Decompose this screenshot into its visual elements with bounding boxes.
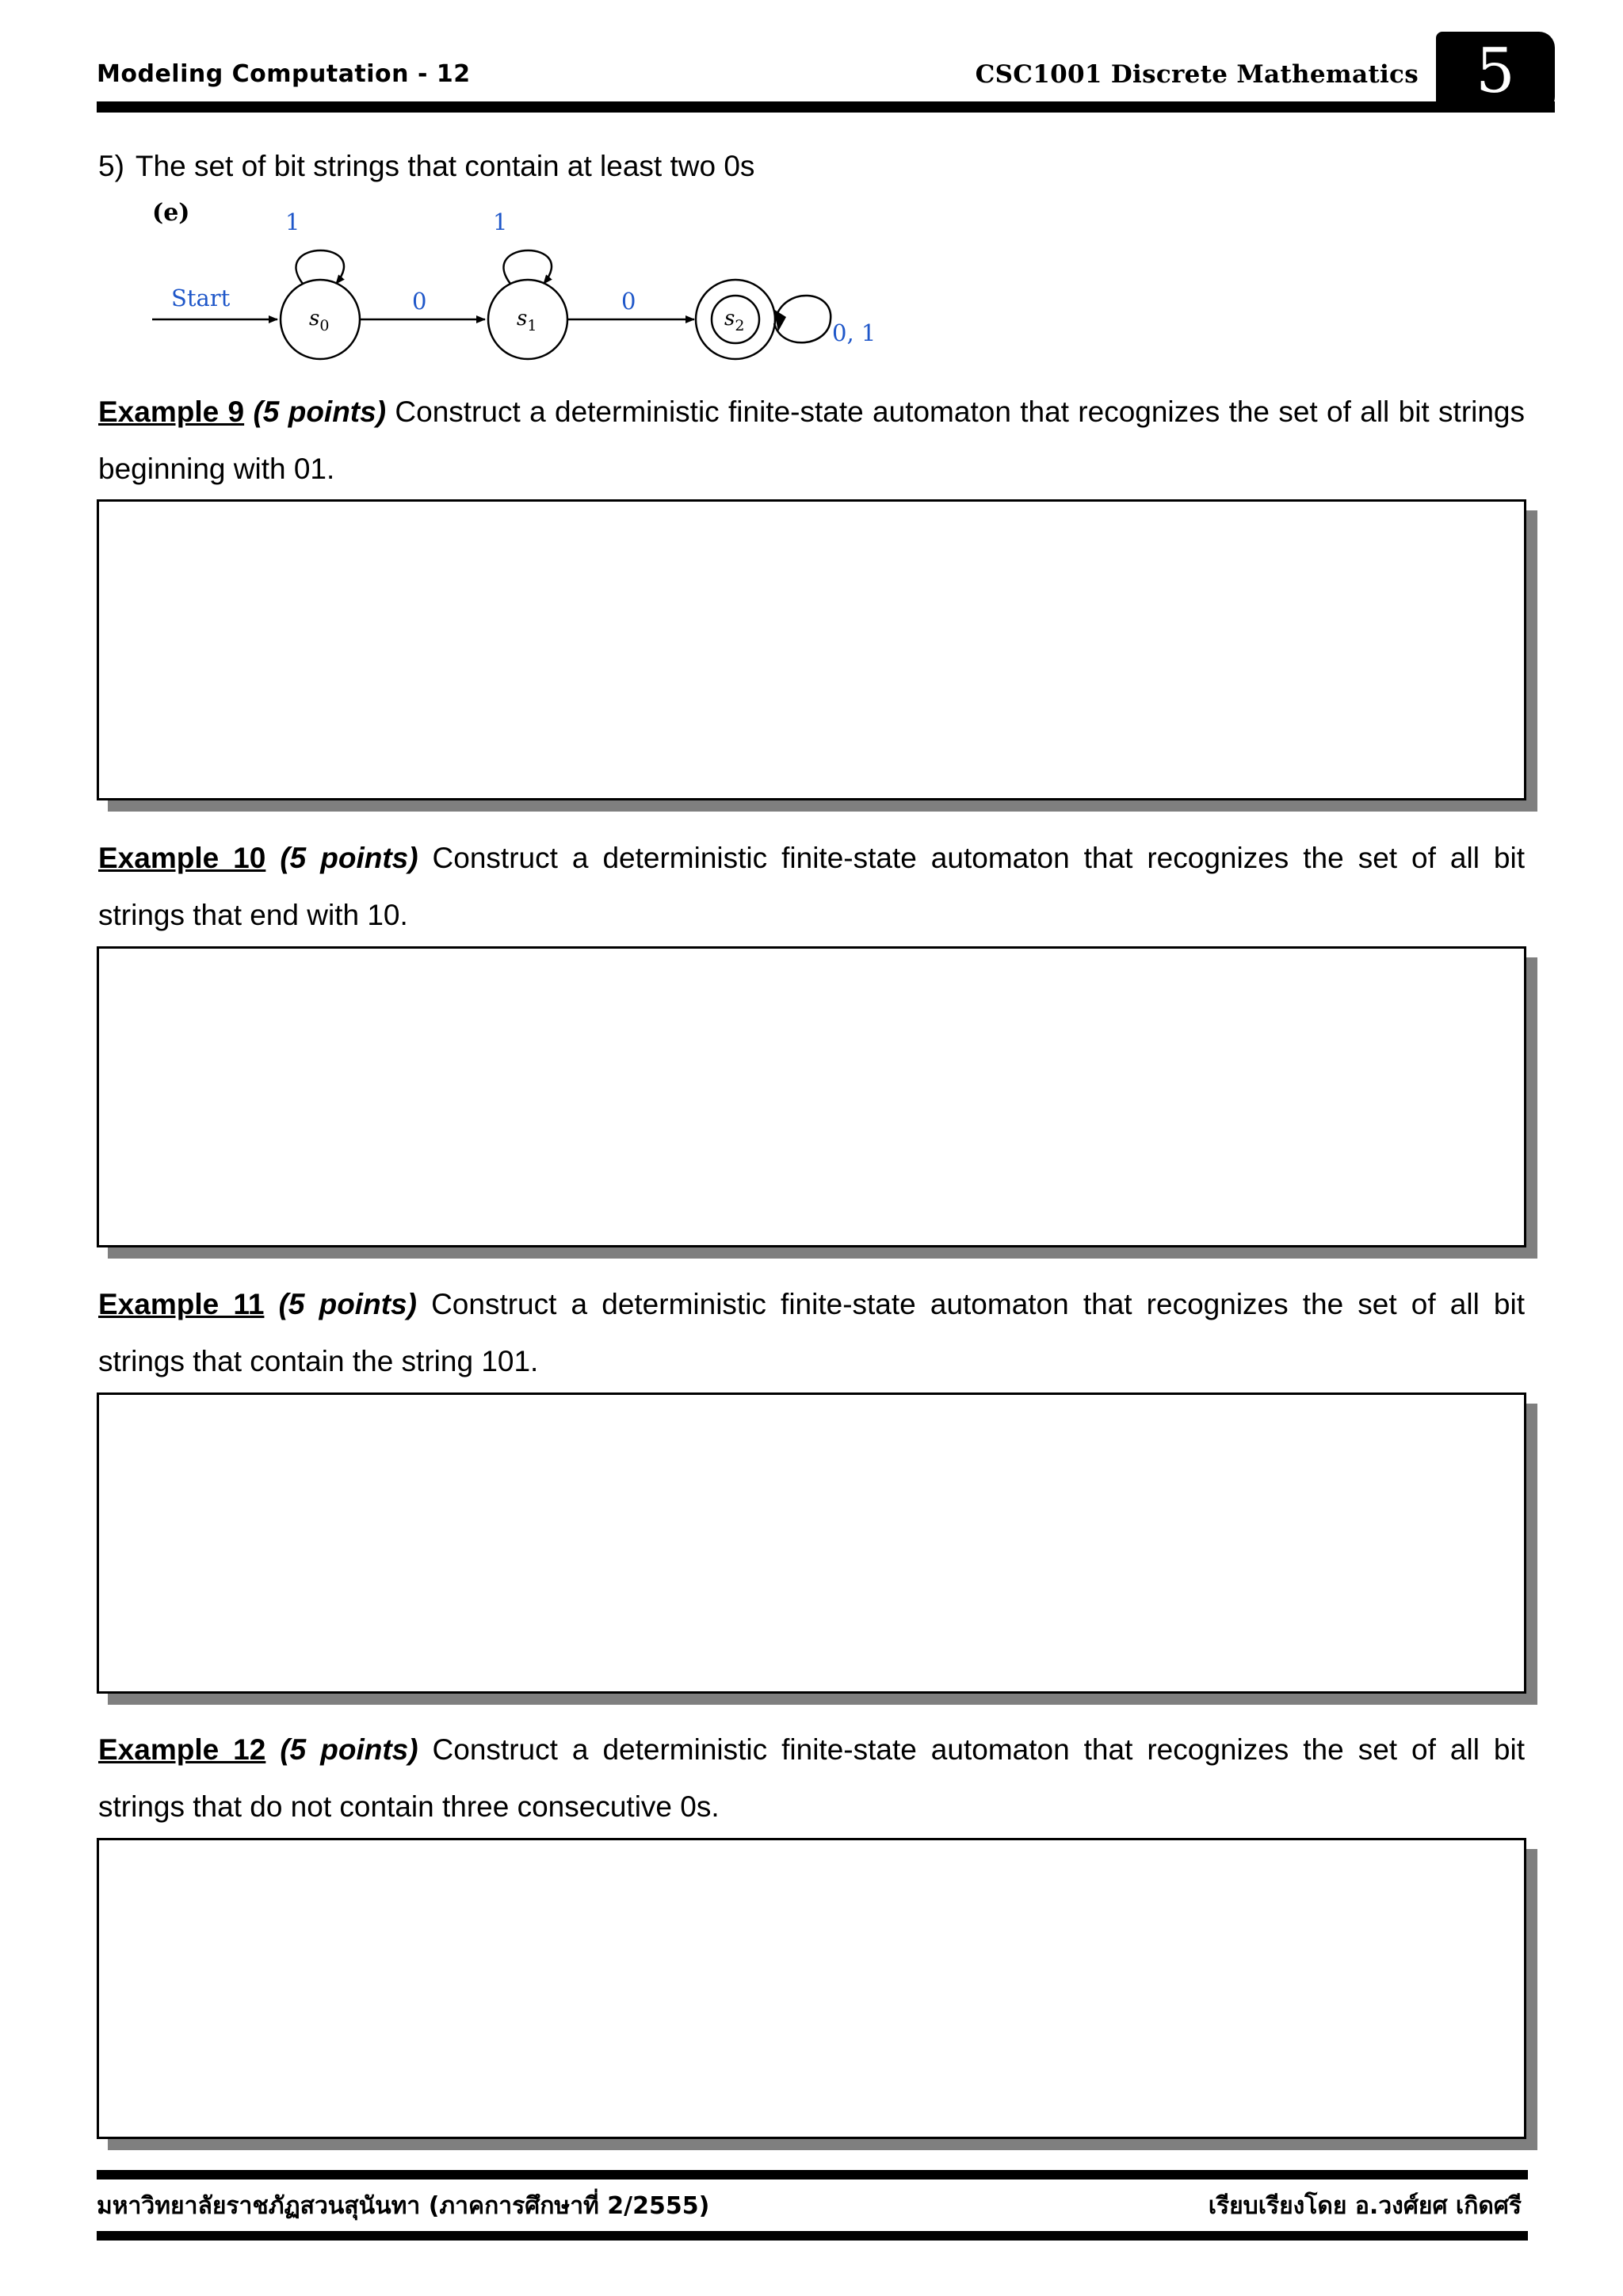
example-12-points: (5 points) — [280, 1733, 418, 1766]
fsa-diagram — [143, 190, 888, 372]
start-label: Start — [171, 285, 231, 311]
self-loop-s0 — [296, 250, 344, 284]
answer-box-example-10[interactable] — [97, 946, 1526, 1247]
example-11-points: (5 points) — [278, 1288, 417, 1320]
example-11-title: Example 11 — [98, 1288, 265, 1320]
example-12-text: Construct a deterministic finite-state automaton that recognizes the set of all bit strings that do not contain three consecutive 0s. — [98, 1733, 1525, 1823]
example-11-text: Construct a deterministic finite-state automaton that recognizes the set of all bit strings that contain the string 101. — [98, 1288, 1526, 1377]
footer-university: มหาวิทยาลัยราชภัฏสวนสุนันทา (ภาคการศึกษาที่ 2/2555) — [97, 2192, 710, 2220]
item-5 — [98, 150, 754, 183]
example-10-points: (5 points) — [280, 842, 418, 874]
self-loop-s2-label: 0, 1 — [832, 319, 876, 346]
header-course-section: Modeling Computation - 12 — [97, 60, 471, 88]
transition-s0-s1-label: 0 — [412, 288, 427, 315]
header-course-title: CSC1001 Discrete Mathematics — [975, 60, 1419, 89]
state-s0-label: $s_0$ — [309, 307, 330, 334]
transition-s1-s2-label: 0 — [621, 288, 636, 315]
question-example-11 — [98, 1276, 1525, 1390]
example-12-title: Example 12 — [98, 1733, 266, 1766]
question-example-12 — [98, 1721, 1525, 1836]
state-s2-label: $s_2$ — [724, 307, 745, 334]
item-5-text: The set of bit strings that contain at least two 0s — [135, 150, 755, 182]
example-9-points: (5 points) — [253, 395, 387, 428]
self-loop-s0-label: 1 — [285, 208, 300, 235]
example-10-title: Example 10 — [98, 842, 266, 874]
answer-box-example-12[interactable] — [97, 1838, 1526, 2139]
example-10-text: Construct a deterministic finite-state automaton that recognizes the set of all bit strings that end with 10. — [98, 842, 1525, 931]
example-9-title: Example 9 — [98, 395, 245, 428]
footer-author: เรียบเรียงโดย อ.วงศ์ยศ เกิดศรี — [1208, 2192, 1522, 2220]
question-example-9 — [98, 384, 1525, 498]
footer-rule-bottom — [97, 2231, 1528, 2241]
diagram-panel-label: (e) — [152, 199, 190, 227]
self-loop-s1-label: 1 — [493, 208, 508, 235]
item-5-number: 5) — [98, 150, 124, 182]
self-loop-s1 — [504, 250, 552, 284]
header-rule — [97, 101, 1555, 113]
question-example-10 — [98, 830, 1525, 944]
example-9-text: Construct a deterministic finite-state automaton that recognizes the set of all bit strings beginning with 01. — [98, 395, 1526, 485]
footer-rule-top — [97, 2170, 1528, 2179]
state-s1-label: $s_1$ — [517, 307, 537, 334]
answer-box-example-9[interactable] — [97, 499, 1526, 800]
answer-box-example-11[interactable] — [97, 1392, 1526, 1694]
chapter-badge: 5 — [1436, 32, 1555, 113]
